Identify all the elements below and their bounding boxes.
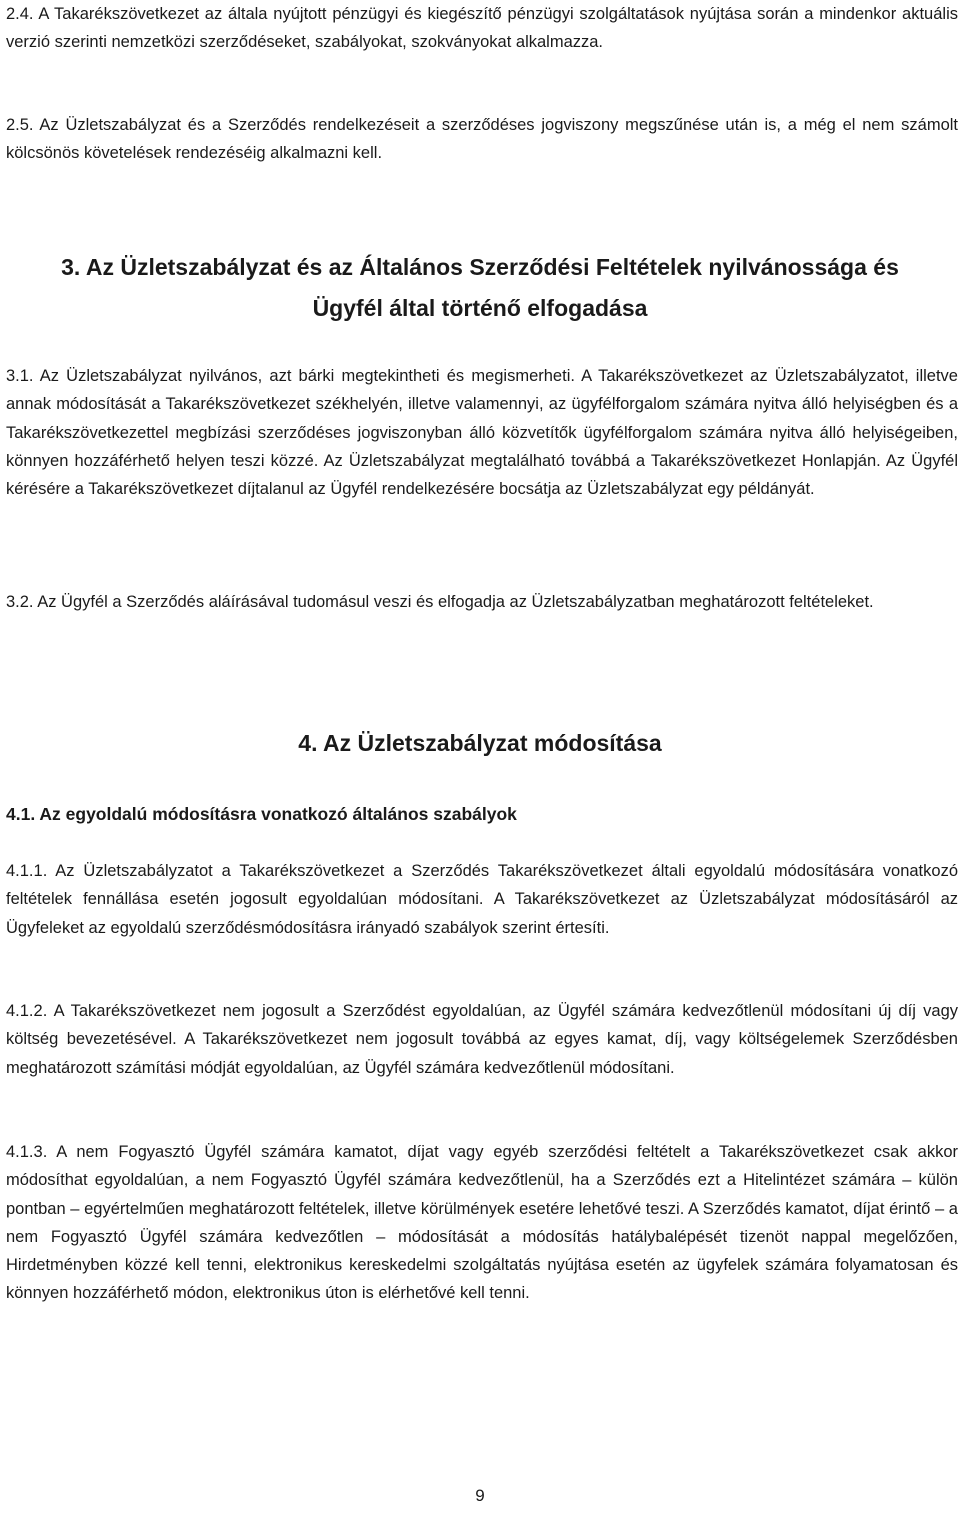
section-4-1-heading: 4.1. Az egyoldalú módosításra vonatkozó általános szabályok <box>6 804 517 824</box>
paragraph-4-1-3: 4.1.3. A nem Fogyasztó Ügyfél számára kamatot, díjat vagy egyéb szerződési feltételt a Takarékszövetkezet csak akkor módosíthat egyoldalúan, a nem Fogyasztó Ügyfél számára kedvezőtlenül, ha a Szerződés ezt a Hitelintézet számára – külön pontban – egyértelműen meghatározott feltételek, illetve körülmények esetére lehetővé teszi. A Szerződés kamatot, díjat érintő – a nem Fogyasztó Ügyfél számára kedvezőtlen – módosítását a módosítás hatálybalépését tizenöt nappal megelőzően, Hirdetményben közzé kell tenni, elektronikus kereskedelmi szolgáltatás nyújtása esetén az ügyfelek számára folyamatosan és könnyen hozzáférhető módon, elektronikus úton is elérhetővé kell tenni. <box>6 1143 958 1303</box>
paragraph-3-1: 3.1. Az Üzletszabályzat nyilvános, azt bárki megtekintheti és megismerheti. A Takarékszövetkezet az Üzletszabályzatot, illetve annak módosítását a Takarékszövetkezet székhelyén, illetve valamennyi, az ügyfélforgalom számára nyitva álló helyiségben és a Takarékszövetkezettel megbízási szerződéses jogviszonyban álló közvetítők ügyfélforgalom számára nyitva álló helyiségeiben, könnyen hozzáférhető helyen teszi közzé. Az Üzletszabályzat megtalálható továbbá a Takarékszövetkezet Honlapján. Az Ügyfél kérésére a Takarékszövetkezet díjtalanul az Ügyfél rendelkezésére bocsátja az Üzletszabályzat egy példányát. <box>6 367 958 499</box>
paragraph-2-5: 2.5. Az Üzletszabályzat és a Szerződés rendelkezéseit a szerződéses jogviszony megszűnése után is, a még el nem számolt kölcsönös követelések rendezéséig alkalmazni kell. <box>6 116 958 163</box>
section-4-heading: 4. Az Üzletszabályzat módosítása <box>298 730 662 756</box>
paragraph-4-1-2: 4.1.2. A Takarékszövetkezet nem jogosult a Szerződést egyoldalúan, az Ügyfél számára kedvezőtlenül módosítani új díj vagy költség bevezetésével. A Takarékszövetkezet nem jogosult továbbá az egyes kamat, díj, vagy költségelemek Szerződésben meghatározott számítási módját egyoldalúan, az Ügyfél számára kedvezőtlenül módosítani. <box>6 1002 958 1077</box>
page-number: 9 <box>475 1486 485 1505</box>
paragraph-4-1-1: 4.1.1. Az Üzletszabályzatot a Takarékszövetkezet a Szerződés Takarékszövetkezet általi egyoldalú módosítására vonatkozó feltételek fennállása esetén jogosult egyoldalúan módosítani. A Takarékszövetkezet az Üzletszabályzat módosításáról az Ügyfeleket az egyoldalú szerződésmódosításra irányadó szabályok szerint értesíti. <box>6 862 958 937</box>
paragraph-3-2: 3.2. Az Ügyfél a Szerződés aláírásával tudomásul veszi és elfogadja az Üzletszabályzatban meghatározott feltételeket. <box>6 593 874 611</box>
section-3-heading: 3. Az Üzletszabályzat és az Általános Szerződési Feltételek nyilvánossága és Ügyfél által történő elfogadása <box>61 254 899 321</box>
paragraph-2-4: 2.4. A Takarékszövetkezet az általa nyújtott pénzügyi és kiegészítő pénzügyi szolgáltatások nyújtása során a mindenkor aktuális verzió szerinti nemzetközi szerződéseket, szabályokat, szokványokat alkalmazza. <box>6 5 958 52</box>
